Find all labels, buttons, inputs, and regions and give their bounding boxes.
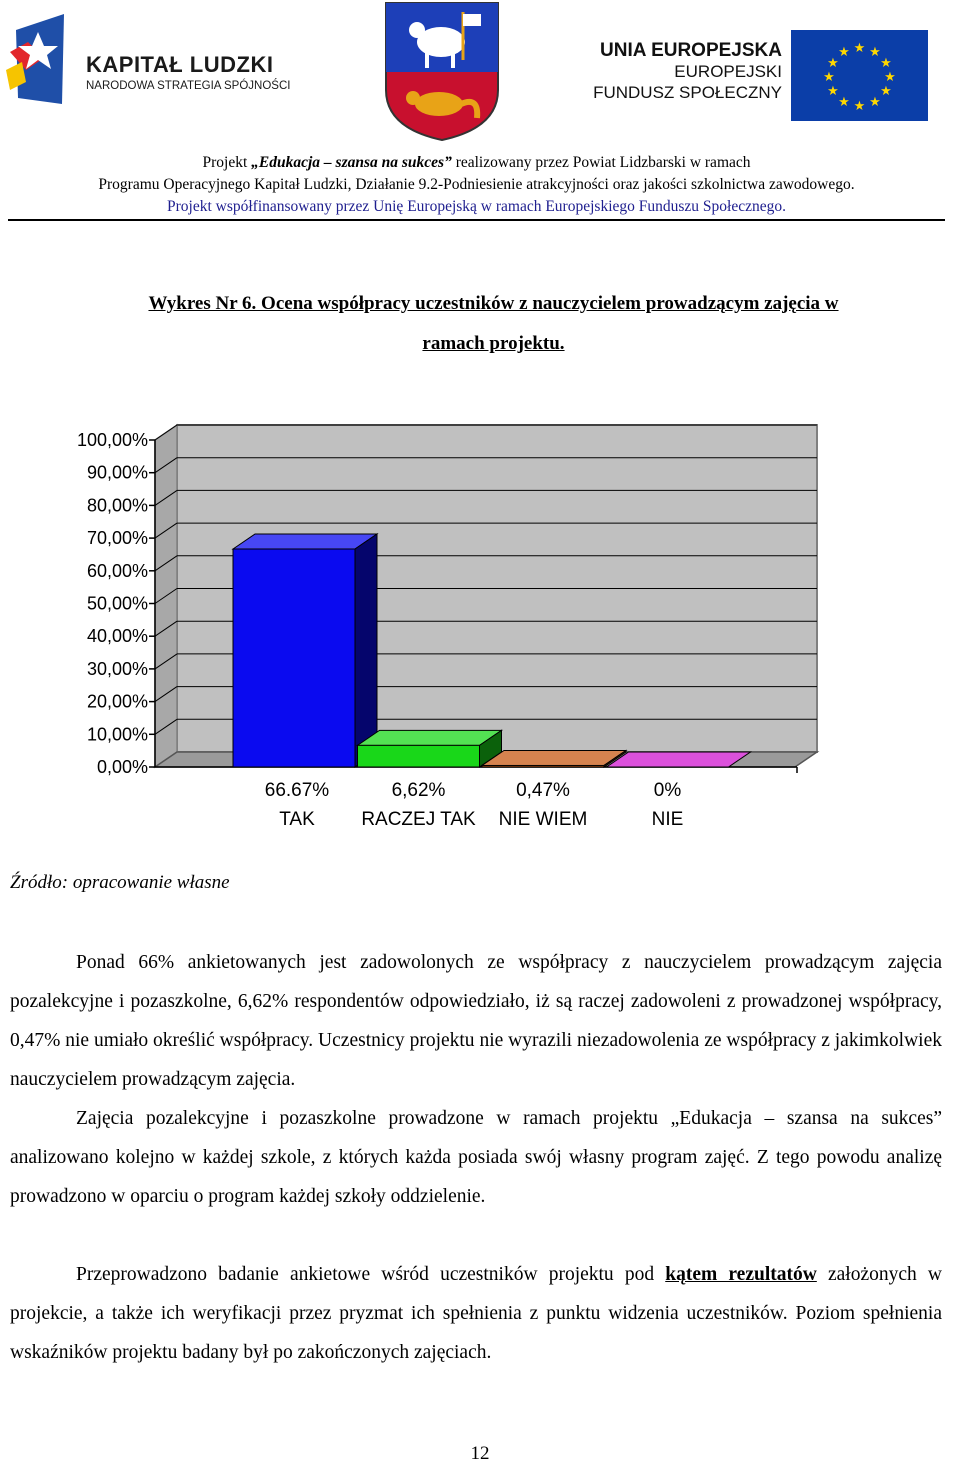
y-tick-label: 50,00% [86, 593, 148, 614]
kapital-ludzki-logo [4, 12, 304, 112]
project-info-line-1 [8, 152, 945, 174]
eu-flag-logo [791, 30, 928, 121]
paragraph-3-start: Przeprowadzono badanie ankietowe wśród uczestników projektu pod [76, 1264, 666, 1285]
svg-text:★: ★ [823, 70, 835, 85]
svg-text:★: ★ [853, 99, 866, 114]
bar-side [355, 534, 377, 767]
svg-text:★: ★ [827, 56, 839, 71]
category-label: NIE [651, 809, 684, 830]
svg-text:★: ★ [869, 45, 881, 60]
eu-flag-icon [791, 30, 928, 121]
paragraph-3-end: założonych w projekcie, a także ich weryfikacji przez pryzmat ich spełnienia z punktu widzenia uczestników. Poziom spełnienia wskaźników projektu badany był po zakończonych zajęciach. [10, 1264, 943, 1363]
y-tick-label: 20,00% [86, 691, 148, 712]
bar-value-label: 6,62% [391, 780, 446, 801]
eu-line-2: EUROPEJSKI [674, 62, 782, 81]
svg-text:★: ★ [838, 95, 850, 110]
kapital-ludzki-emblem-icon [4, 12, 84, 112]
svg-text:★: ★ [853, 41, 866, 56]
svg-text:★: ★ [880, 56, 892, 71]
bar-top [482, 750, 626, 765]
svg-text:★: ★ [869, 95, 881, 110]
project-info-prefix: Projekt [202, 154, 252, 171]
paragraph-3-emphasis: kątem rezultatów [665, 1264, 817, 1285]
y-tick-label: 30,00% [86, 658, 148, 679]
bar-top [358, 730, 502, 745]
category-label: NIE WIEM [498, 809, 588, 830]
svg-text:★: ★ [838, 45, 850, 60]
figure-title [60, 284, 927, 364]
paragraph-2: Zajęcia pozalekcyjne i pozaszkolne prowadzone w ramach projektu „Edukacja – szansa na sukces” analizowano kolejno w każdej szkole, z których każda posiada swój własny program zajęć. Z tego powodu analizę prowadzono w oparciu o program każdej szkoły oddzielenie. [10, 1108, 942, 1207]
y-tick-label: 60,00% [86, 560, 148, 581]
category-label: RACZEJ TAK [361, 809, 476, 830]
project-info [8, 152, 945, 218]
svg-text:★: ★ [880, 84, 892, 99]
coat-of-arms-icon [383, 0, 501, 142]
y-tick-label: 90,00% [86, 462, 148, 483]
y-tick-label: 70,00% [86, 528, 148, 549]
bar-value-label: 0,47% [516, 780, 570, 801]
project-info-line-3: Projekt współfinansowany przez Unię Europejską w ramach Europejskiego Funduszu Społecznego. [167, 198, 786, 215]
page-number: 12 [470, 1443, 490, 1464]
figure-title-line-2: ramach projektu. [422, 333, 565, 354]
paragraph-3 [10, 1255, 942, 1372]
y-tick-label: 100,00% [76, 430, 148, 450]
paragraph-1: Ponad 66% ankietowanych jest zadowolonych ze współpracy z nauczycielem prowadzącym zajęcia pozalekcyjne i pozaszkolne, 6,62% respondentów odpowiedziało, iż są raczej zadowoleni z prowadzonej współpracy, 0,47% nie umiało określić współpracy. Uczestnicy projektu nie wyrazili niezadowolenia ze współpracy z jakimkolwiek nauczycielem prowadzącym zajęcia. [10, 952, 942, 1090]
svg-text:★: ★ [884, 70, 896, 85]
bar [482, 765, 604, 767]
header-divider [8, 219, 945, 221]
y-tick-label: 40,00% [86, 626, 148, 647]
project-info-line-2: Programu Operacyjnego Kapitał Ludzki, Działanie 9.2-Podniesienie atrakcyjności oraz jakości szkolnictwa zawodowego. [98, 176, 855, 193]
bar-value-label: 66.67% [264, 780, 330, 801]
project-info-suffix: realizowany przez Powiat Lidzbarski w ramach [451, 154, 751, 171]
y-tick-label: 80,00% [86, 495, 148, 516]
chart-source: Źródło: opracowanie własne [10, 872, 230, 893]
figure-title-line-1: Wykres Nr 6. Ocena współpracy uczestników z nauczycielem prowadzącym zajęcia w [148, 293, 839, 314]
y-tick-label: 10,00% [86, 724, 148, 745]
bar-chart [0, 410, 960, 850]
svg-text:★: ★ [827, 84, 839, 99]
bar-value-label: 0% [653, 780, 682, 801]
y-tick-label: 0,00% [96, 757, 148, 777]
category-label: TAK [279, 809, 315, 830]
eu-logo-text [582, 40, 782, 103]
powiat-crest-logo [383, 0, 501, 142]
project-name: „Edukacja – szansa na sukces” [251, 154, 452, 171]
bar-top [607, 752, 751, 767]
kapital-ludzki-subtitle: NARODOWA STRATEGIA SPÓJNOŚCI [86, 80, 291, 92]
bar [233, 549, 355, 767]
bar [358, 745, 480, 767]
eu-line-1: UNIA EUROPEJSKA [600, 40, 782, 61]
bar-top [233, 534, 377, 549]
eu-line-3: FUNDUSZ SPOŁECZNY [593, 83, 782, 102]
kapital-ludzki-title: KAPITAŁ LUDZKI [86, 52, 274, 77]
